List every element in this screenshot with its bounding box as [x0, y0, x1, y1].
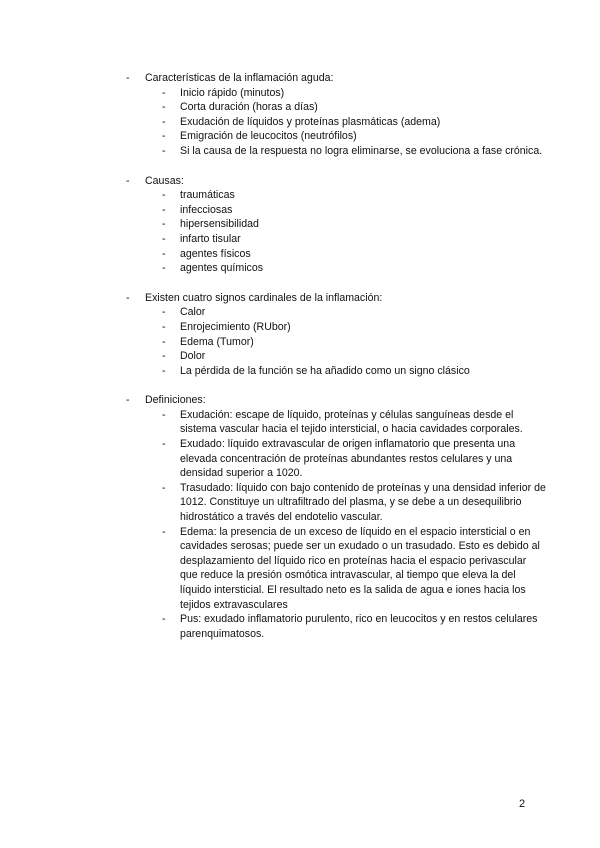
list-item: - Exudación de líquidos y proteínas plasmáticas (adema): [162, 115, 441, 128]
bullet-dash: -: [162, 335, 166, 348]
bullet-dash: -: [162, 262, 166, 275]
sub-list: [126, 86, 546, 159]
bullet-dash: -: [162, 86, 166, 99]
bullet-dash: -: [162, 481, 166, 494]
list-item: - Emigración de leucocitos (neutrófilos): [162, 130, 357, 143]
section-title: Causas:: [145, 174, 184, 187]
bullet-dash: -: [126, 291, 130, 304]
bullet-dash: -: [126, 174, 130, 187]
list-item: - infecciosas: [162, 203, 233, 216]
section-title: Características de la inflamación aguda:: [145, 72, 334, 84]
section-causas: [126, 174, 546, 276]
bullet-dash: -: [162, 203, 166, 216]
bullet-dash: -: [162, 101, 166, 114]
document-content: [126, 71, 546, 656]
sub-list: [126, 408, 546, 642]
list-item: - hipersensibilidad: [162, 218, 259, 231]
list-item: - Corta duración (horas a días): [162, 101, 318, 114]
section-title: Existen cuatro signos cardinales de la inflamación:: [145, 291, 383, 304]
bullet-dash: -: [162, 189, 166, 202]
list-item: - agentes químicos: [162, 262, 264, 275]
list-item: - Enrojecimiento (RUbor): [162, 320, 291, 333]
list-item: - Si la causa de la respuesta no logra eliminarse, se evoluciona a fase crónica.: [162, 144, 543, 157]
page-number: 2: [519, 798, 526, 810]
list-item: - infarto tisular: [162, 232, 241, 245]
sub-list: [126, 305, 546, 378]
list-item: - agentes físicos: [162, 247, 251, 260]
bullet-dash: -: [126, 394, 130, 407]
list-item: - Edema (Tumor): [162, 335, 254, 348]
bullet-dash: -: [162, 525, 166, 538]
bullet-dash: -: [162, 408, 166, 421]
bullet-dash: -: [162, 350, 166, 363]
bullet-dash: -: [126, 72, 130, 84]
bullet-dash: -: [162, 144, 166, 157]
bullet-dash: -: [162, 232, 166, 245]
section-caracteristicas: [126, 71, 546, 159]
bullet-dash: -: [162, 438, 166, 451]
bullet-dash: -: [162, 306, 166, 319]
list-item: - Calor: [162, 306, 206, 319]
list-item: - Exudado: líquido extravascular de origen inflamatorio que presenta una elevada concentración de proteínas abundantes restos celulares y una densidad superior a 1020.: [162, 438, 516, 480]
list-item: - Dolor: [162, 350, 206, 363]
list-item: - Inicio rápido (minutos): [162, 86, 285, 99]
list-item: - Exudación: escape de líquido, proteínas y células sanguíneas desde el sistema vascular hacia el tejido intersticial, o hacia cavidades corporales.: [162, 408, 523, 436]
list-item: - Edema: la presencia de un exceso de líquido en el espacio intersticial o en cavidades serosas; puede ser un exudado o un trasudado. Esto es debido al desplazamiento del líquido rico en proteínas hacia el espacio perivascular que reduce la presión osmótica intravascular, al tiempo que eleva la del líquido intersticial. El resultado neto es la salida de agua e iones hacia los tejidos extravasculares: [162, 525, 540, 611]
list-item: - Trasudado: líquido con bajo contenido de proteínas y una densidad inferior de 1012. Constituye un ultrafiltrado del plasma, y se debe a un desequilibrio hidrostático a través del endotelio vascular.: [162, 481, 546, 524]
section-title: Definiciones:: [145, 394, 206, 407]
sub-list: [126, 188, 546, 276]
list-item: - traumáticas: [162, 189, 235, 202]
list-item: - Pus: exudado inflamatorio purulento, rico en leucocitos y en restos celulares parenquimatosos.: [162, 613, 538, 640]
bullet-dash: -: [162, 320, 166, 333]
section-signos-cardinales: [126, 291, 546, 379]
list-item: - La pérdida de la función se ha añadido como un signo clásico: [162, 364, 470, 377]
bullet-dash: -: [162, 115, 166, 128]
section-definiciones: [126, 393, 546, 641]
bullet-dash: -: [162, 364, 166, 377]
bullet-dash: -: [162, 218, 166, 231]
bullet-dash: -: [162, 247, 166, 260]
bullet-dash: -: [162, 130, 166, 143]
bullet-dash: -: [162, 613, 166, 626]
